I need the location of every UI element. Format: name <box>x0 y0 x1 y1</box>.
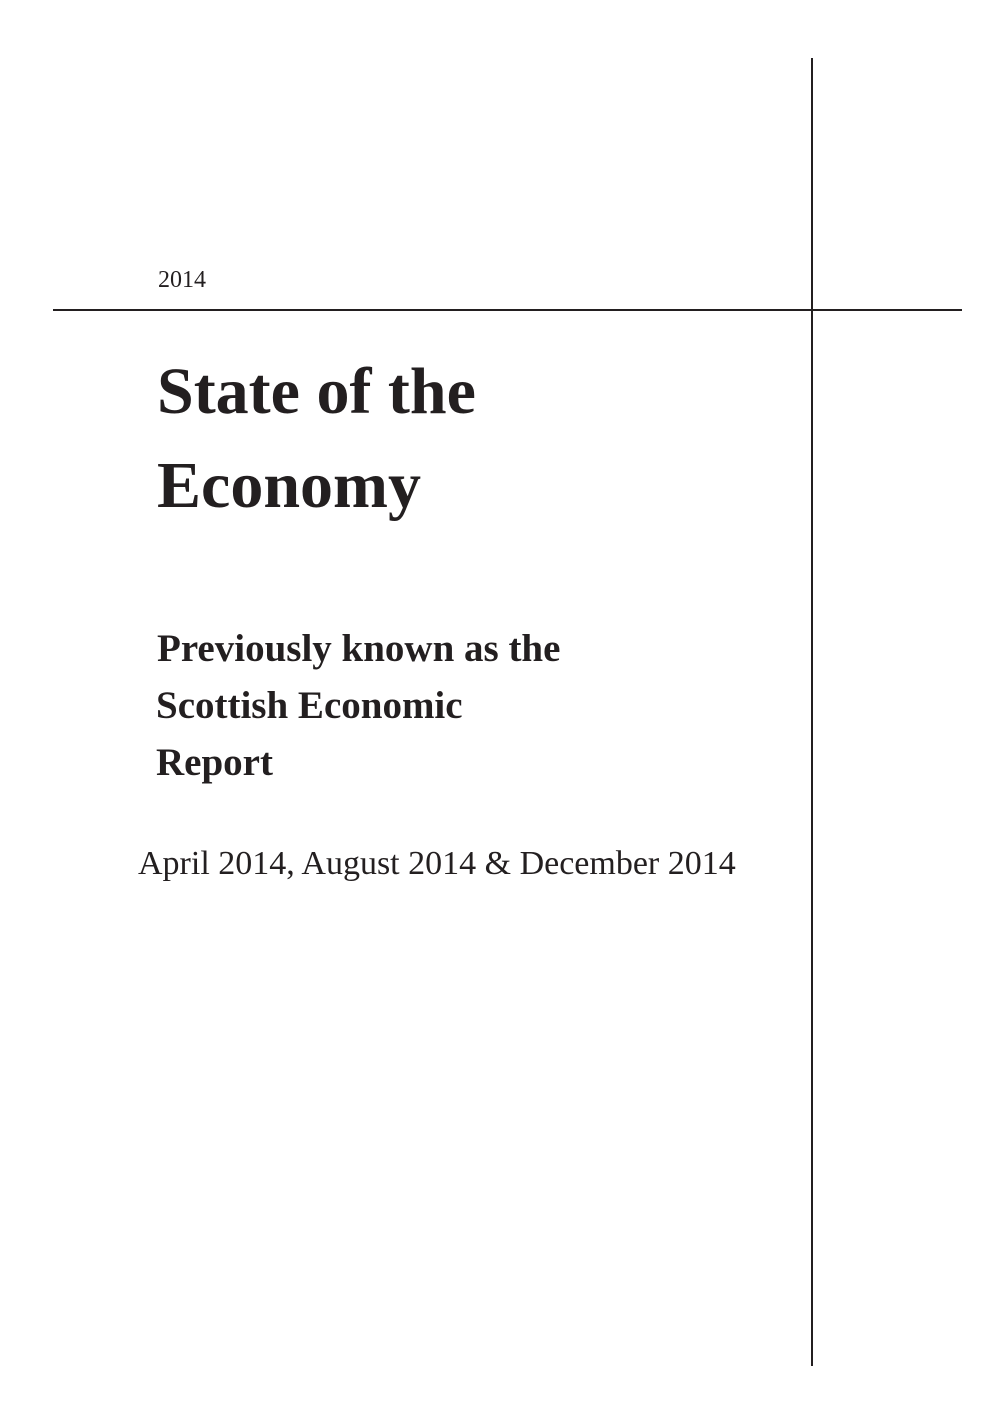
subtitle-line: Previously known as the <box>157 627 561 670</box>
title-line: State of the <box>157 355 476 428</box>
cover-title <box>157 345 476 533</box>
subtitle-line: Report <box>156 741 273 784</box>
publication-dates: April 2014, August 2014 & December 2014 <box>138 845 736 882</box>
vertical-rule <box>811 58 813 1366</box>
cover-year: 2014 <box>158 267 206 293</box>
subtitle-line: Scottish Economic <box>156 684 463 727</box>
cover-subtitle <box>156 620 560 791</box>
title-line: Economy <box>157 449 421 522</box>
horizontal-rule <box>53 309 962 311</box>
